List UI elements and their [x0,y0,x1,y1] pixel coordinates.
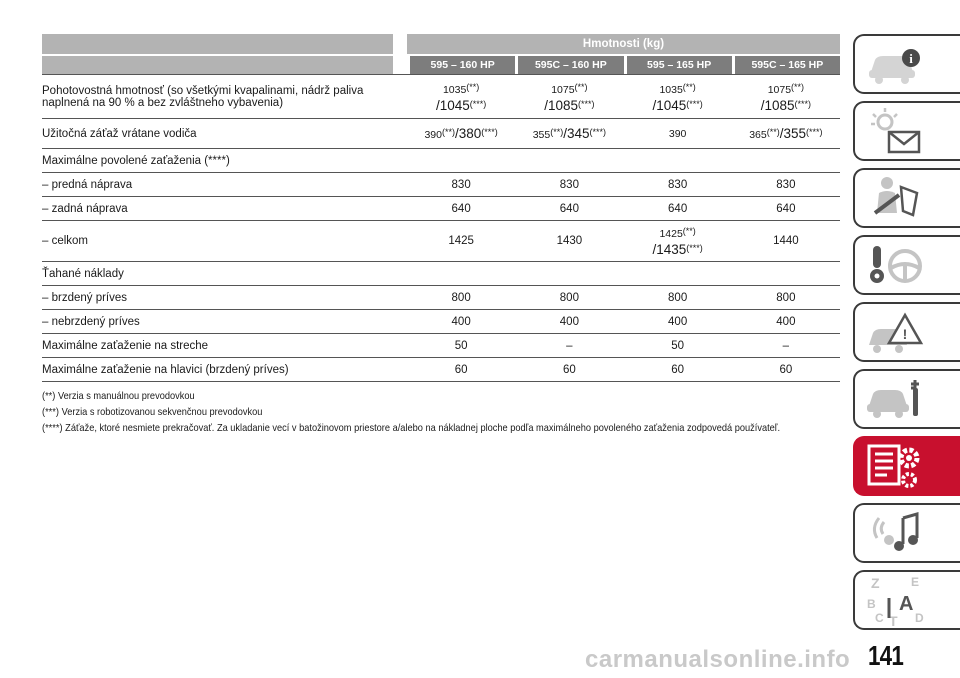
chapter-tab-starting[interactable] [853,235,960,295]
table-cell: 830 [668,178,688,191]
car-info-icon [865,42,925,86]
chapter-tab-index[interactable] [853,570,960,630]
technical-data-gear-icon [865,440,925,492]
table-cell: 400 [451,315,471,328]
row-label: – predná náprava [42,178,133,191]
cell-note: (***) [794,98,812,109]
table-cell: 800 [776,291,796,304]
column-header: 595 – 165 HP [627,56,732,74]
cell-value: /1085 [760,97,795,113]
footnote-text: Verzia s robotizovanou sekvenčnou prevodovkou [61,406,263,418]
cell-value: 390 [668,127,687,140]
svg-text:E: E [911,575,920,589]
table-cell: 830 [451,178,471,191]
cell-value: 1425 [659,228,683,240]
svg-text:i: i [909,51,913,66]
cell-value: 355 [532,129,551,141]
table-row-max-loads-heading [42,149,840,173]
footnote-text: Záťaže, ktoré nesmiete prekračovať. Za ukladanie vecí v batožinovom priestore a/alebo na nákladnej ploche podľa maximálneho povoleného zaťaženia zodpovedá používateľ. [65,422,781,434]
key-steering-wheel-icon [865,240,925,290]
cell-note: (**) [550,127,564,137]
table-cell: 1440 [773,235,799,247]
table-cell [624,224,732,258]
cell-value: 1075 [767,83,792,96]
table-title: Hmotnosti (kg) [407,34,840,54]
table-cell [624,80,732,114]
row-label: Pohotovostná hmotnosť (so všetkými kvapalinami, nádrž paliva naplnená na 90 % a bez zvláštneho vybavenia) [42,84,364,109]
cell-note: (***) [686,243,703,253]
header-gap [393,34,407,54]
column-header: 595C – 160 HP [518,56,623,74]
cell-note: (**) [682,81,696,92]
svg-text:T: T [889,613,898,628]
table-row-roof-load [42,334,840,358]
cell-value: 1035 [442,83,467,96]
cell-note: (**) [574,81,588,92]
cell-value: /1435 [652,242,687,257]
table-row-rear-axle [42,197,840,221]
chapter-tab-technical-data[interactable] [853,436,960,496]
chapter-tab-multimedia[interactable] [853,503,960,563]
chapter-tab-maintenance[interactable] [853,369,960,429]
warning-lights-icon [865,106,925,156]
page-number: 141 [868,640,903,671]
table-cell: 640 [668,202,688,215]
cell-value: /1045 [435,97,470,113]
svg-text:A: A [899,593,914,615]
table-cell: 800 [559,291,579,304]
header-blank [42,34,393,54]
chapter-tab-safety[interactable] [853,168,960,228]
table-cell [732,125,840,142]
row-label: Maximálne zaťaženie na hlavici (brzdený príves) [42,363,289,376]
watermark: carmanualsonline.info [585,646,851,673]
cell-value: 1075 [551,83,575,96]
row-label: Užitočná záťaž vrátane vodiča [42,127,197,140]
footnote [42,420,816,436]
cell-value: /355 [779,126,807,141]
table-cell: 640 [776,202,796,215]
table-cell: 60 [562,363,576,376]
chapter-tab-warning-lights[interactable] [853,101,960,161]
footnote [42,388,816,404]
row-label: – brzdený príves [42,291,128,304]
weights-table [42,34,840,382]
chapter-tab-dashboard[interactable] [853,34,960,94]
table-cell: 830 [559,178,579,191]
cell-value: 365 [749,129,767,141]
table-cell: 830 [776,178,796,191]
cell-note: (***) [806,127,823,137]
cell-value: /1085 [544,97,579,113]
multimedia-icon [865,508,925,558]
table-row-front-axle [42,173,840,197]
footnote-mark: (***) [42,406,59,418]
table-cell: 400 [668,315,688,328]
cell-value: 390 [424,129,442,141]
row-label: – celkom [42,235,89,247]
table-row-unbraked-trailer [42,310,840,334]
cell-value: /1045 [652,97,687,113]
table-row-curb-weight [42,75,840,119]
table-cell: – [782,339,790,352]
table-cell: – [566,339,573,352]
table-cell [732,80,840,114]
table-cell: 60 [671,363,685,376]
table-cell [515,80,623,114]
table-cell [624,127,732,141]
cell-note: (***) [469,98,487,109]
table-cell: 1430 [556,235,583,247]
cell-note: (**) [766,127,780,137]
row-label: Maximálne zaťaženie na streche [42,339,209,352]
column-header-blank [42,56,393,74]
table-row-towbar-load [42,358,840,382]
alphabetical-index-icon [865,572,931,628]
table-row-total [42,221,840,262]
cell-note: (**) [682,226,696,236]
seatbelt-airbag-icon [865,173,925,223]
svg-text:D: D [915,611,924,625]
footnote-text: Verzia s manuálnou prevodovkou [57,390,195,402]
table-cell: 800 [451,291,471,304]
table-cell: 50 [454,339,468,352]
table-row-towed-loads-heading [42,262,840,286]
table-cell: 640 [451,202,471,215]
table-cell [407,80,515,114]
table-cell: 60 [779,363,793,376]
car-accident-icon [865,307,925,357]
row-label: – zadná náprava [42,202,128,215]
table-row-braked-trailer [42,286,840,310]
footnote-mark: (****) [42,422,63,434]
column-header: 595 – 160 HP [410,56,515,74]
table-cell [407,125,515,142]
row-label: Ťahané náklady [42,267,124,280]
cell-note: (**) [466,81,480,92]
car-wrench-icon [865,374,925,424]
table-title-row [42,34,840,54]
svg-text:C: C [875,611,884,625]
svg-text:!: ! [902,326,908,342]
cell-note: (**) [791,81,805,92]
cell-note: (***) [578,98,595,109]
cell-value: 1035 [659,83,683,96]
row-label: – nebrzdený príves [42,315,140,328]
cell-note: (***) [686,98,703,109]
table-cell: 800 [668,291,688,304]
column-header-row [42,56,840,75]
footnote-mark: (**) [42,390,56,402]
table-cell: 60 [454,363,468,376]
table-cell: 400 [559,315,579,328]
cell-value: /345 [563,126,590,141]
footnotes [42,388,832,436]
cell-note: (**) [441,127,455,137]
table-cell: 1425 [448,235,474,247]
cell-note: (***) [481,127,498,137]
column-header: 595C – 165 HP [735,56,840,74]
cell-value: /380 [454,126,482,141]
svg-text:Z: Z [871,575,880,591]
table-cell: 640 [559,202,579,215]
table-row-payload [42,119,840,149]
svg-text:B: B [867,597,876,611]
row-label: Maximálne povolené zaťaženia (****) [42,154,230,167]
chapter-tab-emergency[interactable] [853,302,960,362]
footnote [42,404,816,420]
table-cell [515,125,623,142]
table-cell: 400 [776,315,796,328]
cell-note: (***) [589,127,607,137]
table-cell: 50 [671,339,685,352]
column-header-gap [393,56,407,74]
